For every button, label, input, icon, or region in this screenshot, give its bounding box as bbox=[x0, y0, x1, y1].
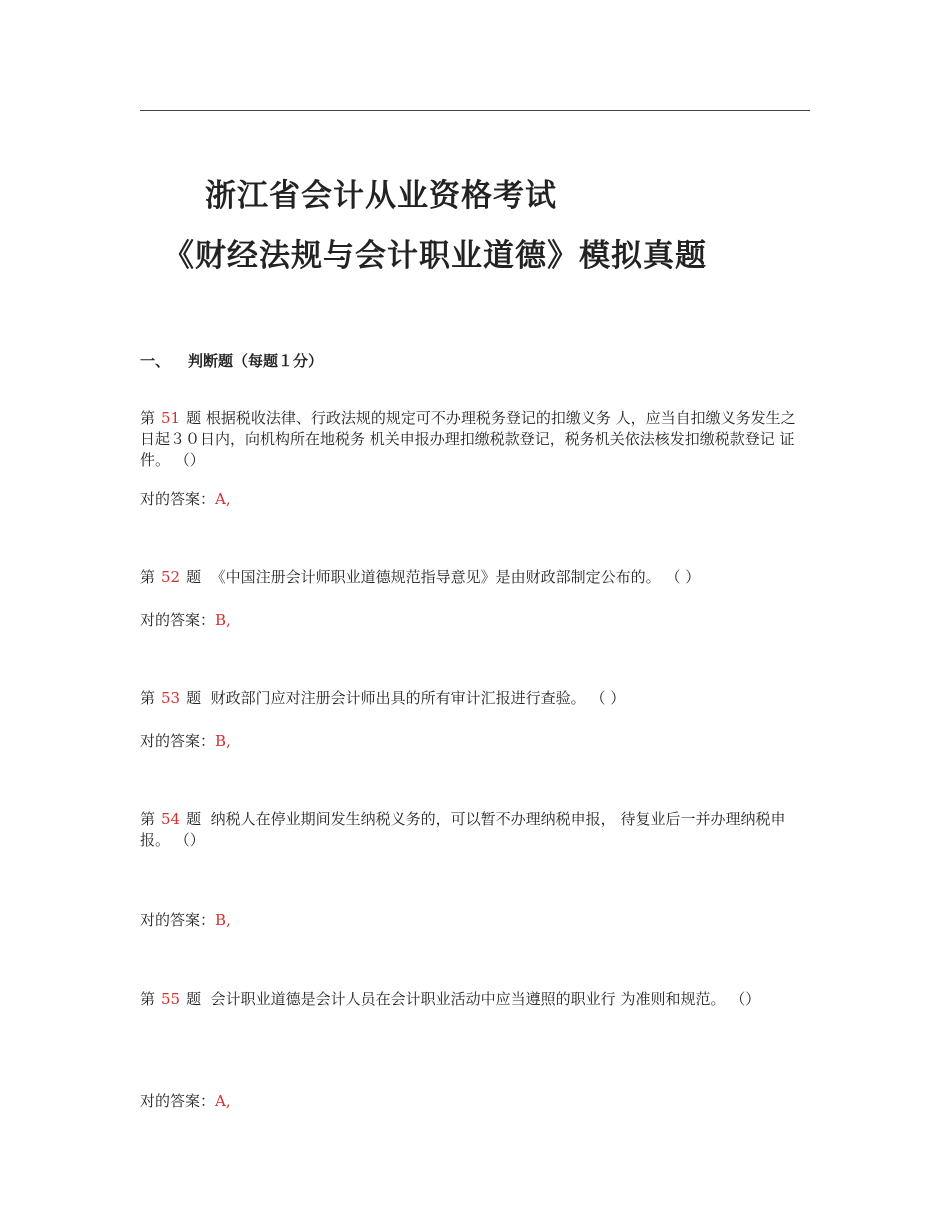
question-text: 《中国注册会计师职业道德规范指导意见》是由财政部制定公布的。 （ ） bbox=[210, 568, 701, 586]
answer-label: 对的答案： bbox=[140, 490, 216, 508]
answer-54 bbox=[140, 909, 231, 930]
answer-51 bbox=[140, 488, 231, 509]
question-number: 53 bbox=[161, 689, 181, 707]
answer-label: 对的答案： bbox=[140, 732, 216, 750]
answer-value: A, bbox=[215, 490, 231, 508]
question-suffix: 题 bbox=[186, 990, 202, 1008]
question-number: 55 bbox=[161, 990, 181, 1008]
question-text: 纳税人在停业期间发生纳税义务的，可以暂不办理纳税申报， 待复业后一并办理纳税申报。 （） bbox=[140, 810, 786, 849]
section-number: 一、 bbox=[140, 352, 171, 370]
question-text: 根据税收法律、行政法规的规定可不办理税务登记的扣缴义务 人，应当自扣缴义务发生之日起３０日内，向机构所在地税务 机关申报办理扣缴税款登记，税务机关依法核发扣缴税款登记 证件。 （） bbox=[140, 409, 796, 469]
question-55 bbox=[140, 989, 808, 1010]
section-heading bbox=[140, 350, 323, 371]
answer-52 bbox=[140, 609, 231, 630]
question-prefix: 第 bbox=[140, 810, 156, 828]
question-suffix: 题 bbox=[186, 810, 202, 828]
doc-title-line2: 《财经法规与会计职业道德》模拟真题 bbox=[163, 238, 707, 274]
answer-value: A, bbox=[215, 1092, 231, 1110]
question-prefix: 第 bbox=[140, 568, 156, 586]
question-prefix: 第 bbox=[140, 409, 156, 427]
doc-title-line1: 浙江省会计从业资格考试 bbox=[205, 178, 557, 214]
answer-value: B, bbox=[215, 611, 231, 629]
question-51 bbox=[140, 408, 808, 471]
top-rule bbox=[140, 110, 810, 111]
question-suffix: 题 bbox=[186, 689, 202, 707]
answer-label: 对的答案： bbox=[140, 611, 216, 629]
answer-value: B, bbox=[215, 732, 231, 750]
question-suffix: 题 bbox=[186, 409, 202, 427]
question-52 bbox=[140, 567, 808, 588]
question-number: 54 bbox=[161, 810, 181, 828]
question-prefix: 第 bbox=[140, 689, 156, 707]
answer-label: 对的答案： bbox=[140, 911, 216, 929]
question-53 bbox=[140, 688, 808, 709]
question-number: 52 bbox=[161, 568, 181, 586]
question-suffix: 题 bbox=[186, 568, 202, 586]
answer-label: 对的答案： bbox=[140, 1092, 216, 1110]
question-text: 财政部门应对注册会计师出具的所有审计汇报进行查验。 （ ） bbox=[210, 689, 626, 707]
answer-53 bbox=[140, 730, 231, 751]
answer-value: B, bbox=[215, 911, 231, 929]
question-prefix: 第 bbox=[140, 990, 156, 1008]
question-text: 会计职业道德是会计人员在会计职业活动中应当遵照的职业行 为准则和规范。 （） bbox=[210, 990, 761, 1008]
answer-55 bbox=[140, 1090, 231, 1111]
section-label: 判断题（每题１分） bbox=[188, 352, 324, 370]
question-number: 51 bbox=[161, 409, 181, 427]
question-54 bbox=[140, 809, 808, 851]
